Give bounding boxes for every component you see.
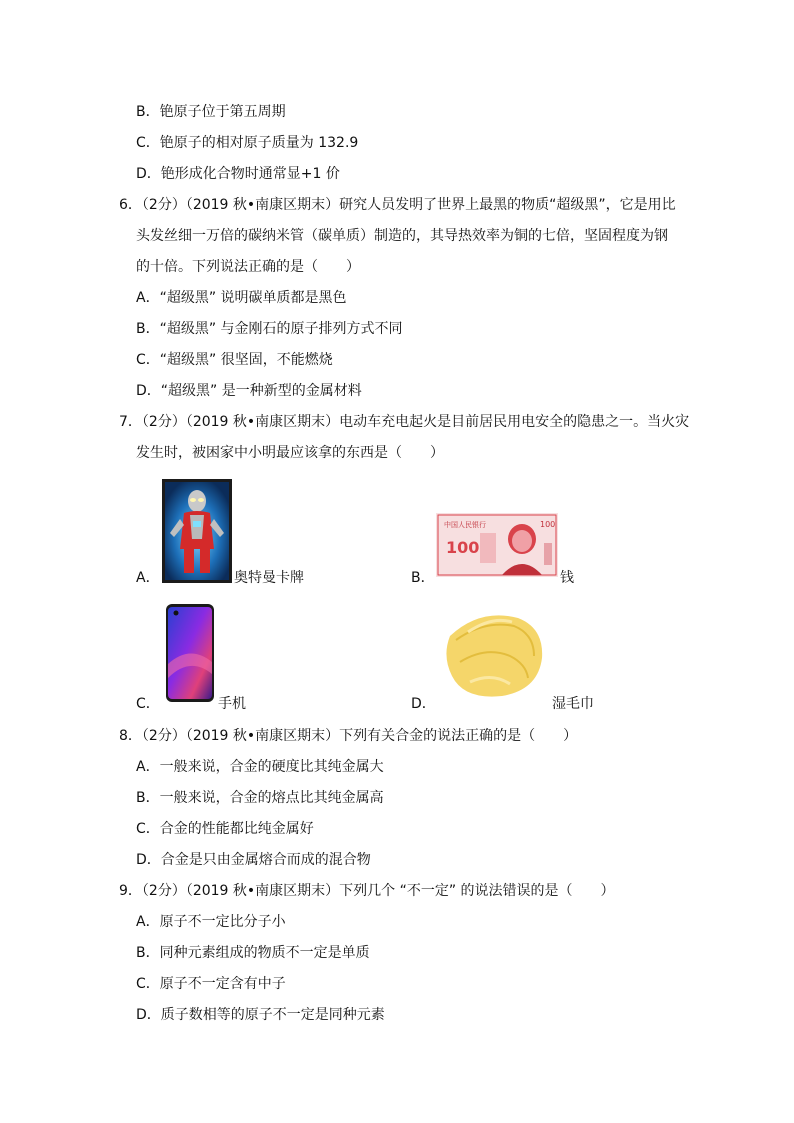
svg-text:中国人民银行: 中国人民银行 bbox=[444, 521, 486, 529]
svg-text:100: 100 bbox=[540, 520, 556, 529]
q9-stem-line-1: 9．（2分）（2019 秋•南康区期末）下列几个 “不一定” 的说法错误的是（ ） bbox=[119, 883, 615, 899]
q7-option-d-caption: 湿毛巾 bbox=[552, 696, 594, 712]
q7-option-a-letter: A． bbox=[136, 570, 160, 586]
smartphone-image bbox=[166, 604, 214, 702]
q8-option-d: D．合金是只由金属熔合而成的混合物 bbox=[136, 852, 371, 868]
q8-stem-line-1: 8．（2分）（2019 秋•南康区期末）下列有关合金的说法正确的是（ ） bbox=[119, 728, 578, 744]
svg-text:100: 100 bbox=[446, 538, 480, 557]
q5-option-b: B．铯原子位于第五周期 bbox=[136, 104, 286, 120]
q7-stem-line-2: 发生时，被困家中小明最应该拿的东西是（ ） bbox=[136, 445, 444, 461]
wet-towel-image bbox=[440, 606, 552, 700]
q6-stem-line-1: 6．（2分）（2019 秋•南康区期末）研究人员发明了世界上最黑的物质“超级黑”，它是用比 bbox=[119, 197, 676, 213]
q9-option-d: D．质子数相等的原子不一定是同种元素 bbox=[136, 1007, 385, 1023]
q8-option-a: A．一般来说，合金的硬度比其纯金属大 bbox=[136, 759, 384, 775]
q6-option-c: C．“超级黑” 很坚固，不能燃烧 bbox=[136, 352, 333, 368]
rmb-banknote-image bbox=[436, 513, 558, 577]
q7-stem-line-1: 7．（2分）（2019 秋•南康区期末）电动车充电起火是目前居民用电安全的隐患之一。当火灾 bbox=[119, 414, 690, 430]
q6-stem-line-2: 头发丝细一万倍的碳纳米管（碳单质）制造的，其导热效率为铜的七倍，坚固程度为钢 bbox=[136, 228, 668, 244]
q7-option-b-caption: 钱 bbox=[560, 570, 574, 586]
q7-option-a-caption: 奥特曼卡牌 bbox=[234, 570, 304, 586]
q8-option-c: C．合金的性能都比纯金属好 bbox=[136, 821, 314, 837]
ultraman-card-image bbox=[162, 479, 232, 583]
q6-option-d: D．“超级黑” 是一种新型的金属材料 bbox=[136, 383, 362, 399]
q8-option-b: B．一般来说，合金的熔点比其纯金属高 bbox=[136, 790, 384, 806]
q7-option-c-letter: C． bbox=[136, 696, 160, 712]
q6-stem-line-3: 的十倍。下列说法正确的是（ ） bbox=[136, 259, 360, 275]
q7-option-d-letter: D． bbox=[411, 696, 436, 712]
q5-option-d: D．铯形成化合物时通常显+1 价 bbox=[136, 166, 340, 182]
q7-option-c-caption: 手机 bbox=[218, 696, 246, 712]
q6-option-b: B．“超级黑” 与金刚石的原子排列方式不同 bbox=[136, 321, 403, 337]
q9-option-b: B．同种元素组成的物质不一定是单质 bbox=[136, 945, 370, 961]
q7-option-b-letter: B． bbox=[411, 570, 435, 586]
q5-option-c: C．铯原子的相对原子质量为 132.9 bbox=[136, 135, 359, 151]
q6-option-a: A．“超级黑” 说明碳单质都是黑色 bbox=[136, 290, 347, 306]
q9-option-a: A．原子不一定比分子小 bbox=[136, 914, 286, 930]
q9-option-c: C．原子不一定含有中子 bbox=[136, 976, 286, 992]
